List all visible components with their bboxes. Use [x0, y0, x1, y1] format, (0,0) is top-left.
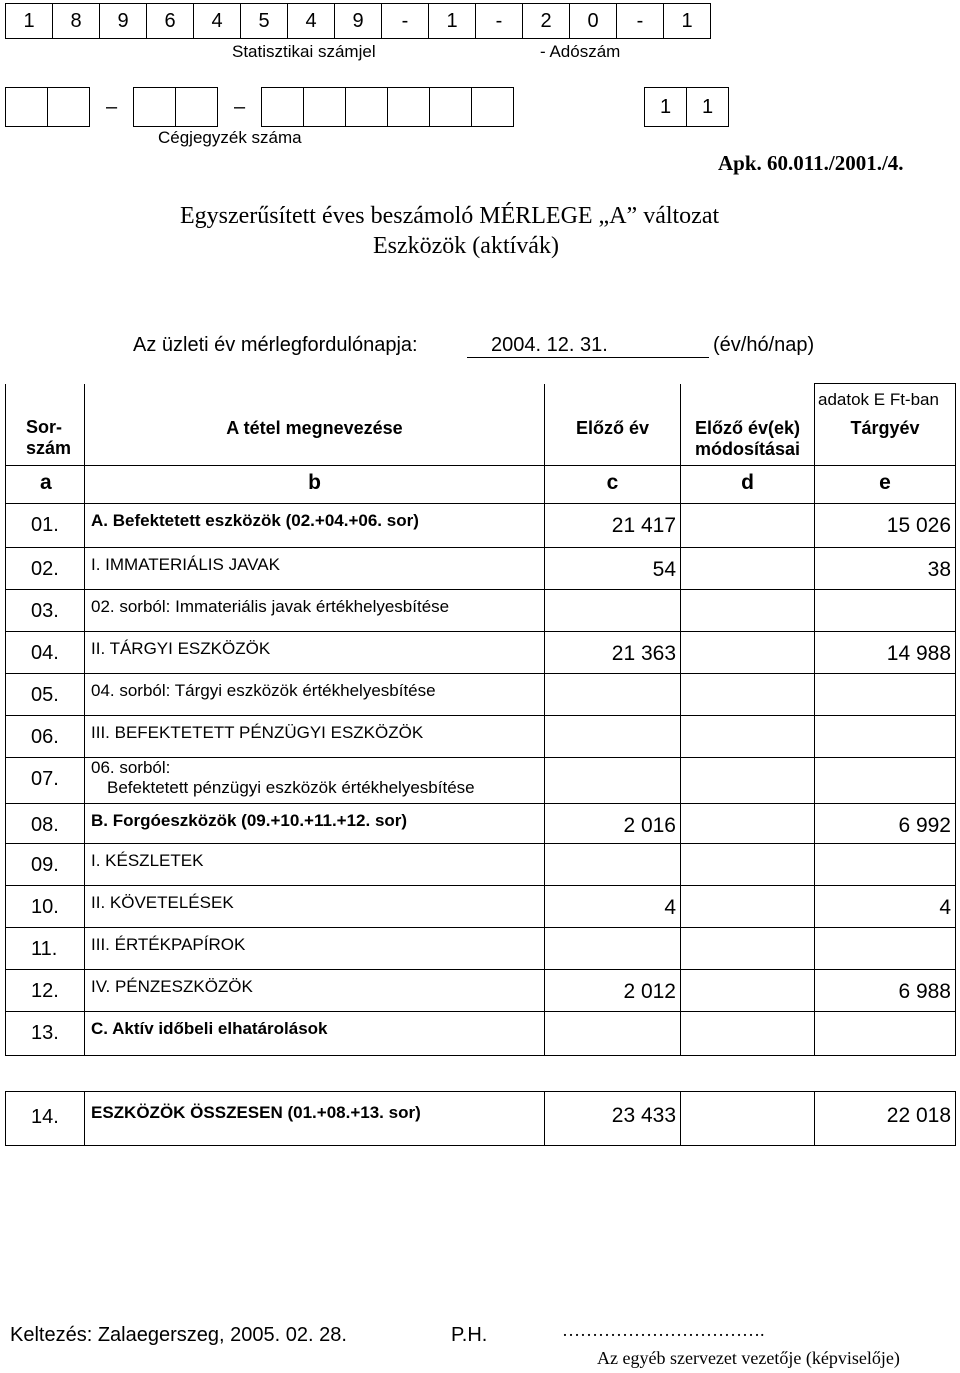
reg-box [47, 87, 90, 127]
row-name [85, 548, 545, 590]
table-row [6, 504, 956, 548]
row-number: 12. [6, 970, 85, 1012]
row-prev-value [545, 844, 681, 886]
reg-box [261, 87, 304, 127]
row-mod-value [681, 970, 815, 1012]
row-name [85, 758, 545, 804]
row-prev-value: 2 016 [545, 804, 681, 844]
reg-end-box: 1 [686, 87, 729, 127]
row-current-value [815, 674, 956, 716]
col-mod-2: módosításai [694, 438, 801, 459]
letter-row [6, 466, 956, 504]
table-row [6, 674, 956, 716]
row-number: 10. [6, 886, 85, 928]
reg-box [387, 87, 430, 127]
row-name-line: 02. sorból: Immateriális javak értékhelyesbítése [91, 597, 450, 616]
total-table [5, 1091, 956, 1146]
row-current-value: 4 [815, 886, 956, 928]
stat-digit-box: 1 [428, 3, 476, 39]
date-value: 2004. 12. 31. [467, 334, 709, 358]
col-current: Tárgyév [815, 384, 956, 466]
row-number: 11. [6, 928, 85, 970]
row-mod-value [681, 886, 815, 928]
reg-number-boxes [5, 87, 514, 127]
row-name-line: C. Aktív időbeli elhatárolások [91, 1019, 328, 1038]
signature-line: ……………………………. [562, 1320, 765, 1340]
stat-digit-box: 4 [287, 3, 335, 39]
stat-digit-box: 4 [193, 3, 241, 39]
row-current-value: 6 988 [815, 970, 956, 1012]
row-name-line: I. IMMATERIÁLIS JAVAK [91, 555, 280, 574]
table-row [6, 548, 956, 590]
col-sorszam-1: Sor- [26, 416, 62, 437]
letter-e: e [815, 466, 956, 504]
table-row [6, 758, 956, 804]
row-mod-value [681, 548, 815, 590]
col-name: A tétel megnevezése [85, 384, 545, 466]
document-title: Egyszerűsített éves beszámoló MÉRLEGE „A” változat [180, 203, 720, 229]
stat-digit-box: 6 [146, 3, 194, 39]
stat-digit-box: 2 [522, 3, 570, 39]
letter-a: a [6, 466, 85, 504]
col-mod [681, 384, 815, 466]
total-prev: 23 433 [545, 1092, 681, 1146]
row-name-line: 04. sorból: Tárgyi eszközök értékhelyesbítése [91, 681, 436, 700]
stat-digit-box: 1 [663, 3, 711, 39]
header-row [6, 384, 956, 466]
row-prev-value [545, 758, 681, 804]
reg-end-boxes [644, 87, 729, 127]
stat-digit-box: 8 [52, 3, 100, 39]
row-prev-value [545, 590, 681, 632]
table-row [6, 1012, 956, 1056]
date-format: (év/hó/nap) [713, 334, 815, 356]
row-name [85, 886, 545, 928]
col-mod-1: Előző év(ek) [694, 417, 801, 438]
stat-digit-box: 1 [5, 3, 53, 39]
row-prev-value [545, 928, 681, 970]
stat-digit-box: 5 [240, 3, 288, 39]
row-name-line: 06. sorból: [91, 758, 171, 777]
letter-c: c [545, 466, 681, 504]
stat-digit-box: - [616, 3, 664, 39]
reg-box [345, 87, 388, 127]
row-name-line: A. Befektetett eszközök (02.+04.+06. sor) [91, 511, 419, 530]
row-current-value [815, 1012, 956, 1056]
row-prev-value: 54 [545, 548, 681, 590]
stat-digit-box: 0 [569, 3, 617, 39]
row-name-line: II. KÖVETELÉSEK [91, 893, 234, 912]
row-prev-value: 2 012 [545, 970, 681, 1012]
letter-d: d [681, 466, 815, 504]
row-name [85, 504, 545, 548]
table-row [6, 886, 956, 928]
table-row [6, 970, 956, 1012]
row-name [85, 804, 545, 844]
total-row [6, 1092, 956, 1146]
row-prev-value: 21 417 [545, 504, 681, 548]
row-name [85, 970, 545, 1012]
row-prev-value: 21 363 [545, 632, 681, 674]
stat-digit-box: - [475, 3, 523, 39]
stat-digit-box: 9 [334, 3, 382, 39]
row-mod-value [681, 590, 815, 632]
row-mod-value [681, 674, 815, 716]
row-name [85, 928, 545, 970]
row-prev-value: 4 [545, 886, 681, 928]
table-row [6, 632, 956, 674]
row-number: 09. [6, 844, 85, 886]
row-current-value [815, 590, 956, 632]
reg-box [471, 87, 514, 127]
reg-box [175, 87, 218, 127]
row-mod-value [681, 716, 815, 758]
row-number: 13. [6, 1012, 85, 1056]
col-prev: Előző év [545, 384, 681, 466]
stat-digit-box: - [381, 3, 429, 39]
reg-box [133, 87, 176, 127]
balance-table [5, 383, 956, 1056]
row-current-value: 15 026 [815, 504, 956, 548]
row-mod-value [681, 844, 815, 886]
total-current: 22 018 [815, 1092, 956, 1146]
row-name-line: III. BEFEKTETETT PÉNZÜGYI ESZKÖZÖK [91, 723, 424, 742]
row-current-value [815, 716, 956, 758]
row-name-line: III. ÉRTÉKPAPÍROK [91, 935, 246, 954]
table-row [6, 590, 956, 632]
total-name: ESZKÖZÖK ÖSSZESEN (01.+08.+13. sor) [85, 1092, 545, 1146]
letter-b: b [85, 466, 545, 504]
stamp-label: P.H. [451, 1324, 488, 1346]
row-name [85, 632, 545, 674]
document-subtitle: Eszközök (aktívák) [373, 233, 559, 259]
row-name-line2: Befektetett pénzügyi eszközök értékhelyesbítése [107, 778, 475, 797]
reg-end-box: 1 [644, 87, 687, 127]
table-row [6, 716, 956, 758]
reg-box [5, 87, 48, 127]
place-date: Keltezés: Zalaegerszeg, 2005. 02. 28. [10, 1324, 347, 1346]
row-prev-value [545, 674, 681, 716]
row-mod-value [681, 632, 815, 674]
row-current-value [815, 928, 956, 970]
reg-box [429, 87, 472, 127]
row-current-value: 38 [815, 548, 956, 590]
row-number: 03. [6, 590, 85, 632]
row-prev-value [545, 716, 681, 758]
reg-dash: – [233, 95, 246, 118]
form-code: Apk. 60.011./2001./4. [718, 151, 904, 175]
row-current-value [815, 758, 956, 804]
signer-label: Az egyéb szervezet vezetője (képviselője) [597, 1348, 900, 1368]
row-name [85, 674, 545, 716]
stat-label: Statisztikai számjel [232, 42, 376, 61]
tax-label: - Adószám [540, 42, 621, 61]
row-number: 06. [6, 716, 85, 758]
date-label: Az üzleti év mérlegfordulónapja: [133, 334, 418, 356]
row-name [85, 1012, 545, 1056]
reg-box [303, 87, 346, 127]
total-mod [681, 1092, 815, 1146]
row-mod-value [681, 928, 815, 970]
col-sorszam [6, 384, 85, 466]
row-name-line: IV. PÉNZESZKÖZÖK [91, 977, 253, 996]
col-sorszam-2: szám [26, 437, 72, 458]
row-number: 07. [6, 758, 85, 804]
row-name-line: II. TÁRGYI ESZKÖZÖK [91, 639, 271, 658]
row-number: 04. [6, 632, 85, 674]
row-name [85, 716, 545, 758]
total-no: 14. [6, 1092, 85, 1146]
unit-label: adatok E Ft-ban [818, 390, 939, 409]
row-number: 01. [6, 504, 85, 548]
row-number: 02. [6, 548, 85, 590]
table-row [6, 804, 956, 844]
row-mod-value [681, 804, 815, 844]
row-mod-value [681, 504, 815, 548]
table-row [6, 928, 956, 970]
stat-number-boxes [5, 3, 711, 39]
row-name-line: B. Forgóeszközök (09.+10.+11.+12. sor) [91, 811, 408, 830]
table-body [6, 504, 956, 1056]
row-mod-value [681, 1012, 815, 1056]
row-number: 05. [6, 674, 85, 716]
reg-label: Cégjegyzék száma [158, 128, 302, 147]
row-name [85, 590, 545, 632]
row-number: 08. [6, 804, 85, 844]
row-current-value: 14 988 [815, 632, 956, 674]
reg-dash: – [105, 95, 118, 118]
row-prev-value [545, 1012, 681, 1056]
row-current-value [815, 844, 956, 886]
row-name [85, 844, 545, 886]
row-name-line: I. KÉSZLETEK [91, 851, 204, 870]
row-mod-value [681, 758, 815, 804]
stat-digit-box: 9 [99, 3, 147, 39]
table-row [6, 844, 956, 886]
row-current-value: 6 992 [815, 804, 956, 844]
